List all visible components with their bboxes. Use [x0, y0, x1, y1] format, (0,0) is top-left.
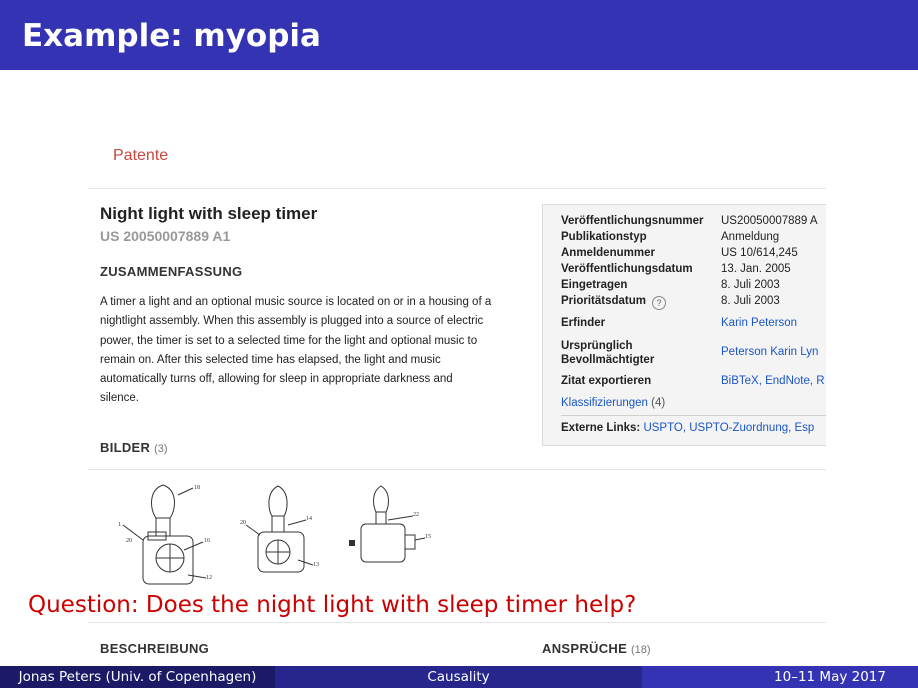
- images-count: (3): [154, 443, 168, 455]
- patent-drawing-1[interactable]: [118, 480, 218, 590]
- svg-text:15: 15: [425, 534, 431, 540]
- footer-author: Jonas Peters (Univ. of Copenhagen): [0, 666, 275, 688]
- description-heading: BESCHREIBUNG: [100, 641, 210, 656]
- patent-title: Night light with sleep timer: [100, 204, 318, 223]
- divider: [88, 622, 826, 623]
- cite-export-links[interactable]: BiBTeX, EndNote, R: [721, 375, 825, 387]
- abstract-line: automatically turns off, allowing for sleep in appropriate darkness and: [100, 373, 453, 386]
- svg-text:1: 1: [118, 522, 121, 528]
- pub-number-label: Veröffentlichungsnummer: [561, 215, 704, 227]
- assignee-label: [561, 339, 654, 367]
- site-label[interactable]: Patente: [113, 147, 169, 164]
- footer-topic: Causality: [275, 666, 642, 688]
- classifications-count: (4): [651, 397, 666, 409]
- patent-number: US 20050007889 A1: [100, 228, 231, 244]
- claims-heading: [542, 641, 651, 656]
- question-text: Question: Does the night light with sleep timer help?: [28, 592, 637, 618]
- svg-text:16: 16: [204, 538, 210, 544]
- cite-export-label: Zitat exportieren: [561, 375, 652, 387]
- patent-info-box: [542, 204, 826, 446]
- slide-title: Example: myopia: [22, 18, 321, 54]
- priority-label: Prioritätsdatum: [561, 295, 646, 307]
- images-heading: [100, 440, 168, 455]
- patent-drawing-3[interactable]: [343, 480, 433, 590]
- abstract-line: power, the timer is set to a selected time for the light and optional music to: [100, 334, 478, 347]
- priority-value: 8. Juli 2003: [721, 295, 780, 307]
- classifications-link[interactable]: Klassifizierungen: [561, 397, 648, 409]
- svg-text:20: 20: [240, 520, 246, 526]
- filed-value: 8. Juli 2003: [721, 279, 780, 291]
- svg-text:12: 12: [206, 575, 212, 581]
- assignee-label-line: Bevollmächtigter: [561, 354, 655, 366]
- inventor-label: Erfinder: [561, 317, 606, 329]
- abstract-line: silence.: [100, 392, 139, 405]
- slide-footer: [0, 666, 918, 688]
- help-icon[interactable]: ?: [652, 296, 666, 310]
- divider: [561, 415, 826, 416]
- filed-label: Eingetragen: [561, 279, 628, 291]
- pub-type-label: Publikationstyp: [561, 231, 647, 243]
- svg-text:20: 20: [126, 538, 132, 544]
- abstract-line: nightlight assembly. When this assembly is plugged into a source of electric: [100, 315, 484, 328]
- divider: [88, 469, 826, 470]
- assignee-label-line: Ursprünglich: [561, 340, 633, 352]
- priority-label-row: [561, 295, 666, 310]
- abstract-heading: ZUSAMMENFASSUNG: [100, 264, 243, 279]
- external-links[interactable]: USPTO, USPTO-Zuordnung, Esp: [643, 422, 815, 434]
- app-number-label: Anmeldenummer: [561, 247, 655, 259]
- footer-date-text: 10–11 May 2017: [774, 669, 886, 685]
- pub-type-value: Anmeldung: [721, 231, 780, 243]
- svg-text:18: 18: [194, 485, 200, 491]
- external-links-label: Externe Links:: [561, 422, 641, 434]
- claims-heading-label: ANSPRÜCHE: [542, 641, 628, 656]
- patent-screenshot: [88, 120, 826, 660]
- abstract-text: [100, 293, 525, 409]
- abstract-line: remain on. After this selected time has elapsed, the light and music: [100, 353, 441, 366]
- images-heading-label: BILDER: [100, 440, 151, 455]
- app-number-value: US 10/614,245: [721, 247, 798, 259]
- slide-header: [0, 0, 918, 70]
- svg-text:13: 13: [313, 562, 319, 568]
- external-links-row: [561, 422, 814, 434]
- inventor-link[interactable]: Karin Peterson: [721, 317, 798, 329]
- svg-text:22: 22: [413, 512, 419, 518]
- claims-count: (18): [630, 644, 651, 656]
- svg-text:14: 14: [306, 516, 312, 522]
- classifications-row: [561, 397, 665, 409]
- pub-date-label: Veröffentlichungsdatum: [561, 263, 693, 275]
- patent-drawing-2[interactable]: [238, 480, 328, 590]
- footer-date: [642, 666, 918, 688]
- divider: [88, 188, 826, 189]
- pub-date-value: 13. Jan. 2005: [721, 263, 791, 275]
- assignee-link[interactable]: Peterson Karin Lyn: [721, 346, 819, 358]
- pub-number-value: US20050007889 A: [721, 215, 818, 227]
- abstract-line: A timer a light and an optional music source is located on or in a housing of a: [100, 296, 492, 308]
